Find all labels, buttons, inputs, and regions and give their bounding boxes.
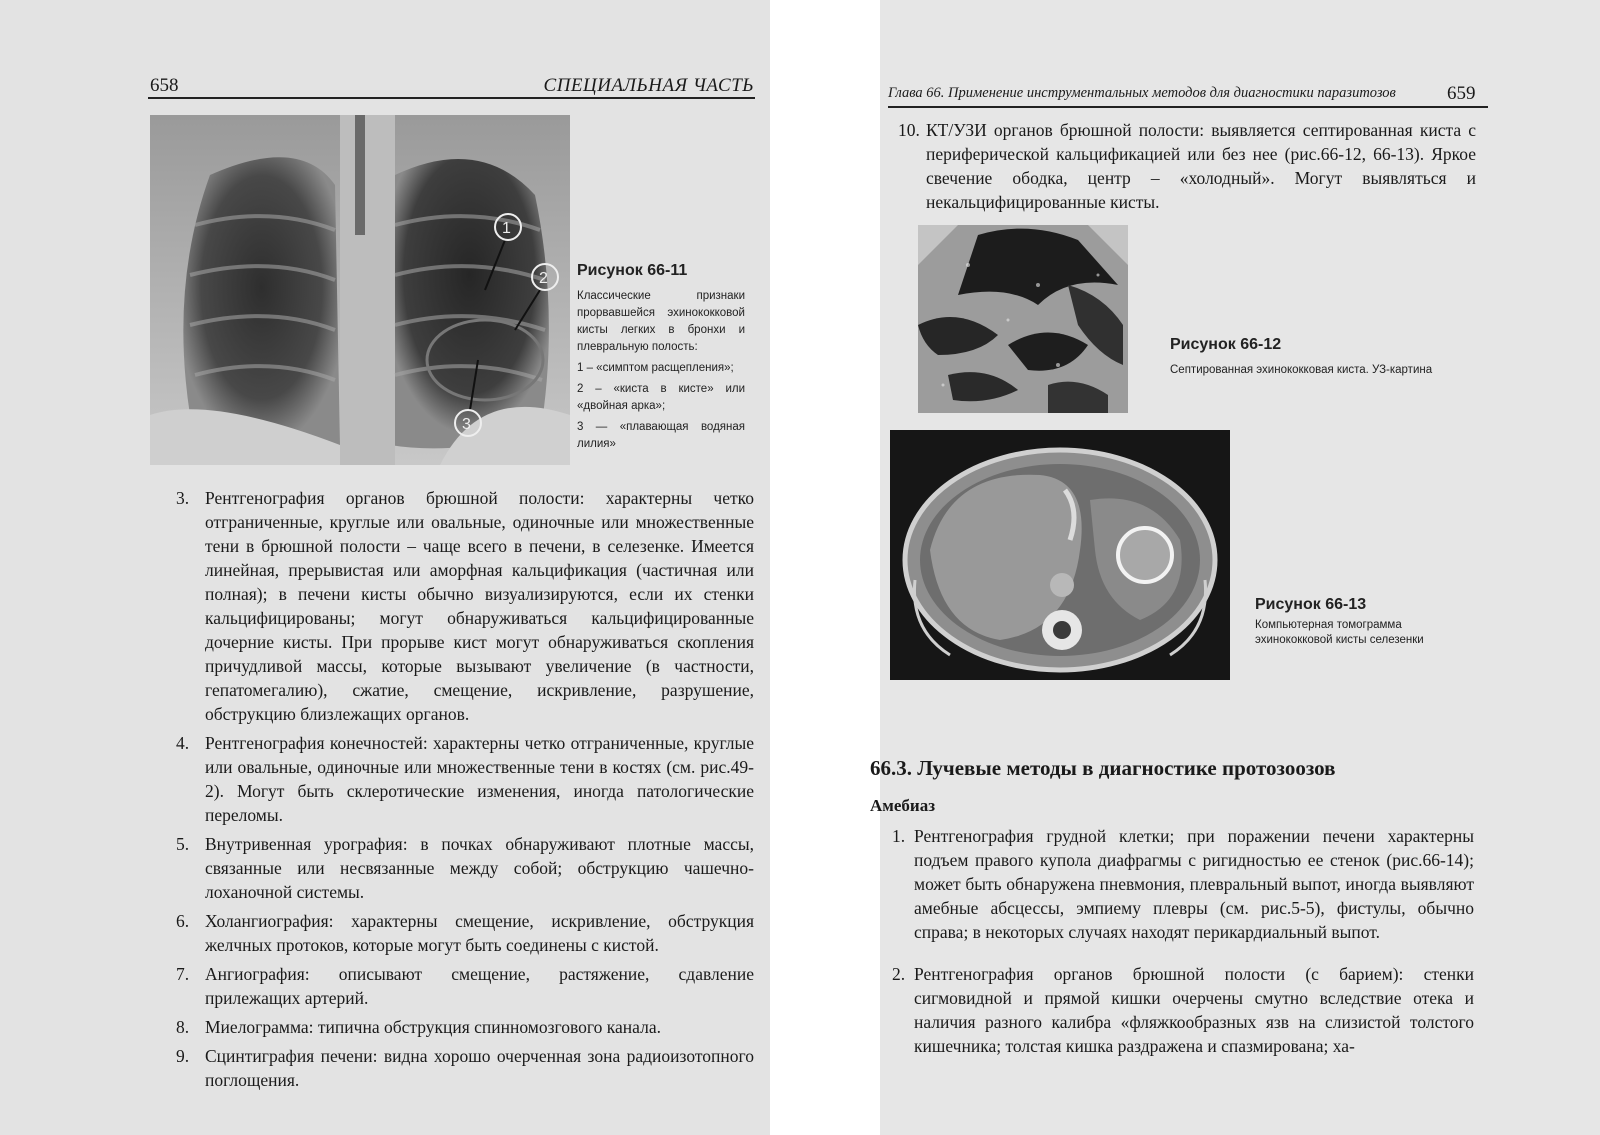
item-text: Рентгенография органов брюшной полости (с барием): стенки сигмовидной и прямой кишки очерчены смутно вследствие отека и наличия разного калибра «фляжкообразных язв на слизистой толстого кишечника; толстая кишка раздражена и спазмирована; ха- — [914, 964, 1474, 1056]
figure-66-12-title: Рисунок 66-12 — [1170, 336, 1282, 353]
item-text: Сцинтиграфия печени: видна хорошо очерченная зона радиоизотопного поглощения. — [205, 1046, 754, 1090]
page-number-left: 658 — [150, 75, 179, 96]
item-text: КТ/УЗИ органов брюшной полости: выявляется септированная киста с периферической кальцификацией или без нее (рис.66-12, 66-13). Яркое свечение ободка, центр – «холодный». Могут выявляться и некальцифицированные кисты. — [926, 120, 1476, 212]
header-rule-right — [888, 106, 1488, 108]
ultrasound-drawing — [918, 225, 1128, 413]
chest-xray-image — [150, 115, 570, 465]
figure-66-12-description: Септированная эхинококковая киста. УЗ-картина — [1170, 364, 1433, 376]
item-text: Рентгенография грудной клетки; при поражении печени характерны подъем правого купола диафрагмы с ригидностью ее стенок (рис.66-14); может быть обнаружена пневмония, плевральный выпот, иногда выявляют амебные абсцессы, эмпиему плевры (см. рис.5-5), фистулы, обычно справа; в некоторых случаях находят перикардиальный выпот. — [914, 826, 1474, 942]
ultrasound-image — [918, 225, 1128, 413]
figure-66-13-description: Компьютерная томограмма эхинококковой кисты селезенки — [1255, 619, 1424, 646]
figure-66-11-description: Классические признаки прорвавшейся эхинококковой кисты легких в бронхи и плевральную полость: — [577, 290, 745, 353]
item-number: 7. — [176, 964, 190, 984]
list-item — [176, 832, 754, 904]
marker-3: 3 — [462, 416, 471, 433]
figure-66-11-legend-item: 2 – «киста в кисте» или «двойная арка»; — [577, 383, 745, 412]
page-number-right: 659 — [1447, 83, 1476, 104]
left-body-list — [176, 486, 754, 1097]
item-number: 10. — [898, 120, 920, 140]
item-number: 3. — [176, 488, 190, 508]
list-item — [176, 1015, 754, 1039]
page-gutter — [770, 0, 880, 1135]
figure-66-13-title: Рисунок 66-13 — [1255, 596, 1367, 613]
amebiasis-item-2 — [892, 962, 1474, 1058]
figure-66-11-legend-item: 3 — «плавающая водяная лилия» — [577, 421, 745, 450]
figure-66-11-legend-item: 1 – «симптом расщепления»; — [577, 362, 734, 374]
item-number: 2. — [892, 964, 906, 984]
item-number: 6. — [176, 911, 190, 931]
item-10 — [898, 118, 1476, 214]
item-text: Ангиография: описывают смещение, растяжение, сдавление прилежащих артерий. — [205, 964, 754, 1008]
header-rule-left — [148, 97, 755, 99]
right-page — [870, 0, 1600, 1135]
figure-66-11-title: Рисунок 66-11 — [577, 262, 688, 279]
list-item — [176, 909, 754, 957]
ct-scan-image — [890, 430, 1230, 680]
item-number: 4. — [176, 733, 190, 753]
item-text: Рентгенография конечностей: характерны четко отграниченные, круглые или овальные, одиночные или множественные тени в костях (см. рис.49-2). Могут быть склеротические изменения, иногда патологические переломы. — [205, 733, 754, 825]
running-title-left: СПЕЦИАЛЬНАЯ ЧАСТЬ — [543, 75, 754, 96]
running-title-right: Глава 66. Применение инструментальных методов для диагностики паразитозов — [888, 85, 1396, 101]
marker-1: 1 — [502, 220, 511, 237]
item-number: 9. — [176, 1046, 190, 1066]
chest-xray-drawing — [150, 115, 570, 465]
marker-2: 2 — [539, 270, 548, 287]
figure-66-11-caption — [577, 262, 745, 457]
item-text: Миелограмма: типична обструкция спинномозгового канала. — [205, 1017, 661, 1037]
list-item — [176, 1044, 754, 1092]
item-text: Рентгенография органов брюшной полости: характерны четко отграниченные, круглые или овальные, одиночные или множественные тени в брюшной полости – чаще всего в печени, в селезенке. Имеется линейная, прерывистая или аморфная кальцификация (частичная или полная); в печени кисты обычно визуализируются, если их стенки кальцифицированы; могут обнаруживаться кальцифицированные дочерние кисты. При прорыве кист могут обнаруживаться скопления причудливой массы, которые вызывают увеличение (в частности, гепатомегалию), сжатие, смещение, искривление, разрушение, обструкцию близлежащих органов. — [205, 488, 754, 724]
subsection-title: Амебиаз — [870, 796, 936, 815]
item-text: Холангиография: характерны смещение, искривление, обструкция желчных протоков, которые могут быть соединены с кистой. — [205, 911, 754, 955]
item-number: 1. — [892, 826, 906, 846]
list-item — [176, 486, 754, 726]
item-number: 5. — [176, 834, 190, 854]
amebiasis-item-1 — [892, 824, 1474, 944]
list-item — [176, 962, 754, 1010]
figure-66-13-caption — [1255, 596, 1475, 652]
figure-66-11-legend — [577, 360, 745, 453]
figure-66-12-caption — [1170, 336, 1480, 383]
item-text: Внутривенная урография: в почках обнаруживают плотные массы, связанные или несвязанные между собой; обструкцию чашечно-лоханочной системы. — [205, 834, 754, 902]
section-title: 66.3. Лучевые методы в диагностике протозоозов — [870, 756, 1336, 780]
list-item — [176, 731, 754, 827]
left-page — [0, 0, 770, 1135]
ct-scan-drawing — [890, 430, 1230, 680]
item-number: 8. — [176, 1017, 190, 1037]
